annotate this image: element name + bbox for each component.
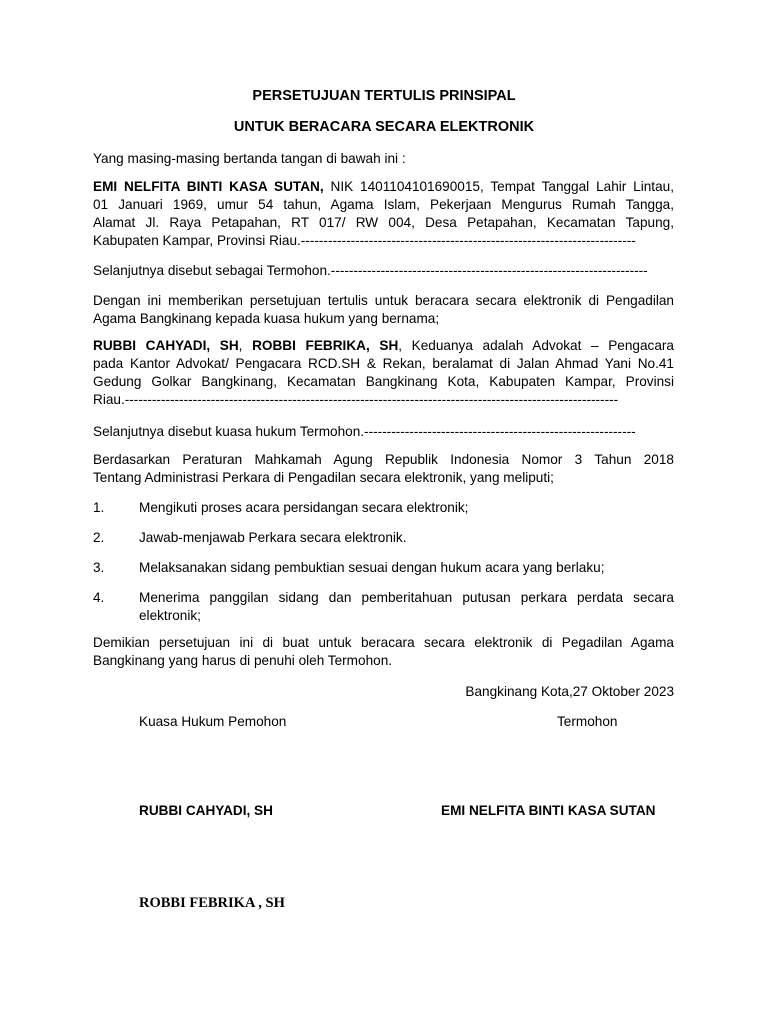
place-date: Bangkinang Kota,27 Oktober 2023 [465,684,674,699]
consent-line1: Dengan ini memberikan persetujuan tertulis untuk beracara secara elektronik di Pengadilan [93,293,674,308]
basis-paragraph [93,451,674,487]
list-item [139,589,674,625]
list-item: Melaksanakan sidang pembuktian sesuai dengan hukum acara yang berlaku; [139,560,605,575]
counsel-line3: Gedung Golkar Bangkinang, Kecamatan Bangkinang Kota, Kabupaten Kampar, Provinsi [93,374,674,389]
termohon-definition: Selanjutnya disebut sebagai Termohon.---------------------------------------------------------------------- [93,263,648,278]
list-item-line2: elektronik; [139,608,201,623]
signer-name-second: ROBBI FEBRIKA , SH [139,895,285,911]
consent-paragraph [93,292,674,328]
list-item: Jawab-menjawab Perkara secara elektronik. [139,530,407,545]
basis-line2: Tentang Administrasi Perkara di Pengadilan secara elektronik, yang meliputi; [93,470,554,485]
counsel-separator: , [238,338,253,353]
list-item-number: 4. [93,590,105,605]
list-item-number: 3. [93,560,105,575]
closing-line1: Demikian persetujuan ini di buat untuk beracara secara elektronik di Pegadilan Agama [93,635,674,650]
kuasa-definition: Selanjutnya disebut kuasa hukum Termohon.------------------------------------------------------------ [93,424,636,439]
counsel-name-1: RUBBI CAHYADI, SH [93,338,239,353]
document-subtitle: UNTUK BERACARA SECARA ELEKTRONIK [233,119,535,135]
signer-name-right: EMI NELFITA BINTI KASA SUTAN [441,803,656,818]
list-item-number: 1. [93,500,105,515]
intro-paragraph: Yang masing-masing bertanda tangan di bawah ini : [93,151,406,166]
counsel-line2: pada Kantor Advokat/ Pengacara RCD.SH & Rekan, beralamat di Jalan Ahmad Yani No.41 [93,356,674,371]
basis-line1: Berdasarkan Peraturan Mahkamah Agung Republik Indonesia Nomor 3 Tahun 2018 [93,452,674,467]
party-line4: Kabupaten Kampar, Provinsi Riau.-------------------------------------------------------------------------- [93,233,636,248]
counsel-line4: Riau.------------------------------------------------------------------------------------------------------------- [93,392,619,407]
list-item-number: 2. [93,530,105,545]
closing-paragraph [93,634,674,670]
party-line3: Alamat Jl. Raya Petapahan, RT 017/ RW 004, Desa Petapahan, Kecamatan Tapung, [93,215,674,230]
counsel-line1: , Keduanya adalah Advokat – Pengacara [398,338,674,353]
document-title: PERSETUJUAN TERTULIS PRINSIPAL [252,88,516,104]
sign-right-label: Termohon [557,714,618,729]
party-paragraph [93,178,674,250]
party-line2: 01 Januari 1969, umur 54 tahun, Agama Islam, Pekerjaan Mengurus Rumah Tangga, [93,197,674,212]
list-item-line1: Menerima panggilan sidang dan pemberitahuan putusan perkara perdata secara [139,590,674,605]
party-line1: NIK 1401104101690015, Tempat Tanggal Lahir Lintau, [323,179,674,194]
consent-line2: Agama Bangkinang kepada kuasa hukum yang bernama; [93,311,440,326]
party-name: EMI NELFITA BINTI KASA SUTAN, [93,179,324,194]
closing-line2: Bangkinang yang harus di penuhi oleh Termohon. [93,653,393,668]
list-item: Mengikuti proses acara persidangan secara elektronik; [139,500,469,515]
sign-left-label: Kuasa Hukum Pemohon [139,714,287,729]
counsel-paragraph [93,337,674,409]
signer-name-left: RUBBI CAHYADI, SH [139,803,273,818]
counsel-name-2: ROBBI FEBRIKA, SH [252,338,399,353]
